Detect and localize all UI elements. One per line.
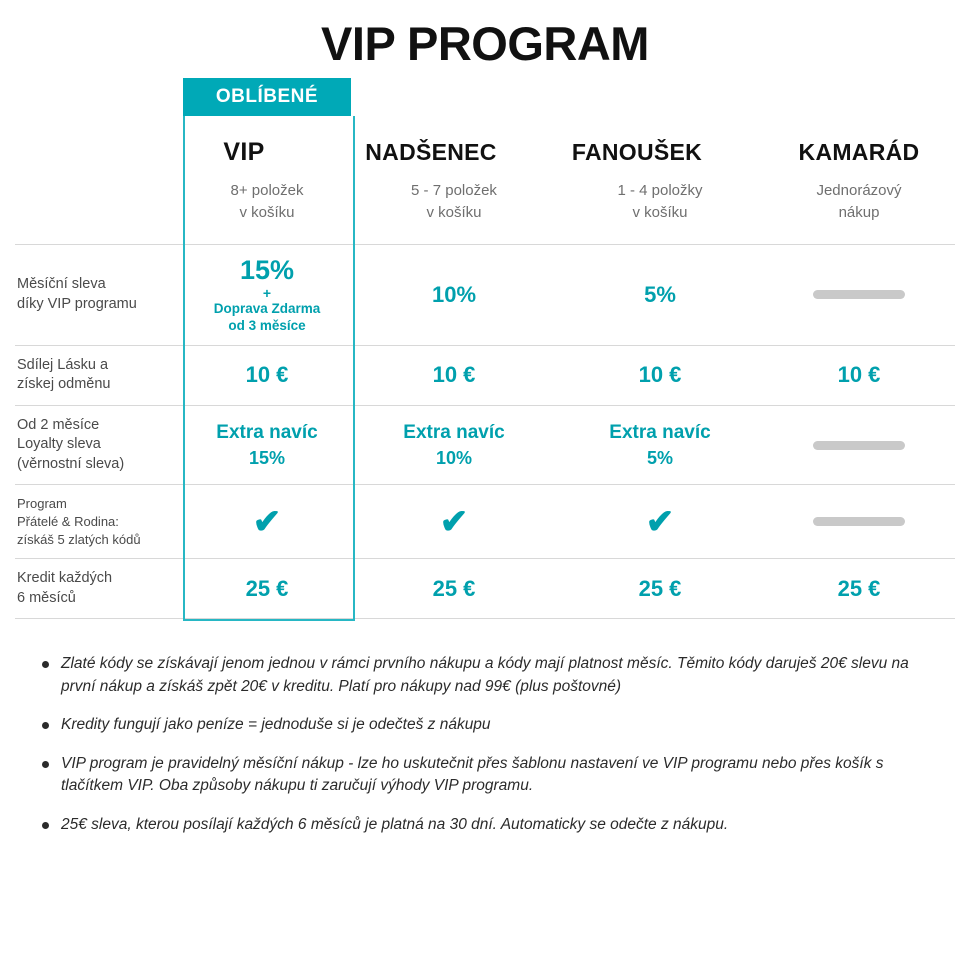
- not-available-dash-icon: [813, 517, 905, 526]
- notes-list: [30, 653, 940, 836]
- plan-header-nadšenec[interactable]: [351, 116, 557, 244]
- note-text: 25€ sleva, kterou posílají každých 6 měsíců je platná na 30 dní. Automaticky se odečte z nákupu.: [61, 815, 729, 833]
- value-cell: [351, 485, 557, 558]
- cell-value: 10 €: [245, 362, 289, 388]
- note-item: [42, 753, 940, 798]
- row-label: Program Přátelé & Rodina: získáš 5 zlatých kódů: [17, 496, 141, 547]
- bullet-icon: [42, 761, 49, 768]
- check-icon: ✔: [252, 502, 282, 541]
- value-cell: [557, 245, 763, 345]
- note-text: Zlaté kódy se získávají jenom jednou v rámci prvního nákupu a kódy mají platnost měsíc. Těmito kódy daruješ 20€ slevu na první nákup a získáš zpět 20€ v kreditu. Platí pro nákupy nad 99€ (plus poštovné): [61, 655, 909, 695]
- value-cell: [763, 559, 955, 618]
- bonus-line-2: od 3 měsíce: [228, 317, 306, 333]
- value-cell: [557, 485, 763, 558]
- page-title-text: VIP PROGRAM: [303, 17, 667, 70]
- cell-value: 25 €: [837, 575, 881, 601]
- note-item: [42, 714, 940, 736]
- extra-value: Extra navíc 5%: [609, 422, 711, 468]
- value-cell: [557, 559, 763, 618]
- cell-value: 10 €: [432, 362, 476, 388]
- value-cell: [183, 245, 351, 345]
- not-available-dash-icon: [813, 290, 905, 299]
- note-item: [42, 653, 940, 698]
- value-cell: [351, 346, 557, 405]
- value-cell: [557, 346, 763, 405]
- note-item: [42, 814, 940, 836]
- value-cell: [763, 245, 955, 345]
- cell-value: 10 €: [638, 362, 682, 388]
- plan-name: FANOUŠEK: [571, 138, 703, 165]
- row-label: Kredit každých 6 měsíců: [17, 570, 113, 606]
- not-available-dash-icon: [813, 441, 905, 450]
- value-cell: [183, 485, 351, 558]
- ribbon-spacer: [15, 78, 183, 116]
- value-cell: [183, 346, 351, 405]
- value-cell: [351, 245, 557, 345]
- page-title: [0, 16, 970, 71]
- plan-header-vip[interactable]: [183, 116, 351, 244]
- bullet-icon: [42, 822, 49, 829]
- popular-ribbon: OBLÍBENÉ: [183, 78, 351, 116]
- plan-name: VIP: [223, 137, 265, 166]
- value-cell: [763, 346, 955, 405]
- bullet-icon: [42, 661, 49, 668]
- plan-header-fanoušek[interactable]: [557, 116, 763, 244]
- row-divider: [15, 618, 955, 619]
- plan-subtitle: 5 - 7 položek v košíku: [411, 182, 497, 221]
- discount-value: 15%: [239, 254, 295, 285]
- cell-value: 25 €: [432, 575, 476, 601]
- row-label: Sdílej Lásku a získej odměnu: [17, 356, 111, 393]
- check-icon: ✔: [645, 502, 675, 541]
- header-empty-cell: [15, 116, 183, 244]
- ribbon-spacer: [763, 78, 955, 116]
- plan-subtitle: 1 - 4 položky v košíku: [617, 182, 703, 221]
- plan-subtitle: 8+ položek v košíku: [230, 182, 304, 221]
- plan-name: KAMARÁD: [798, 138, 920, 165]
- cell-value: 25 €: [638, 575, 682, 601]
- pricing-grid: [15, 78, 955, 619]
- plan-subtitle: Jednorázový nákup: [816, 182, 902, 221]
- plan-header-kamarád[interactable]: [763, 116, 955, 244]
- plan-name: NADŠENEC: [365, 138, 497, 165]
- value-cell: [183, 406, 351, 485]
- value-cell: [557, 406, 763, 485]
- extra-value: Extra navíc 10%: [403, 422, 505, 468]
- cell-value: 25 €: [245, 575, 289, 601]
- row-label: Měsíční sleva díky VIP programu: [17, 276, 137, 312]
- bonus-line-1: Doprava Zdarma: [213, 300, 321, 316]
- note-text: VIP program je pravidelný měsíční nákup - lze ho uskutečnit přes šablonu nastavení ve VIP programu nebo přes košík s tlačítkem VIP. Oba způsoby nákupu ti zaručují výhody VIP programu.: [61, 754, 884, 795]
- cell-value: 5%: [644, 281, 676, 307]
- plus-sign: +: [262, 284, 272, 301]
- value-cell: [351, 406, 557, 485]
- value-cell: [763, 406, 955, 485]
- pricing-table: [15, 78, 955, 619]
- ribbon-spacer: [351, 78, 557, 116]
- extra-value: Extra navíc 15%: [216, 422, 318, 468]
- page-header: [0, 0, 970, 78]
- row-label: Od 2 měsíce Loyalty sleva (věrnostní sleva): [17, 416, 125, 472]
- check-icon: ✔: [439, 502, 469, 541]
- value-cell: [183, 559, 351, 618]
- value-cell: [763, 485, 955, 558]
- value-cell: [351, 559, 557, 618]
- plan-badge-icon: V: [518, 143, 530, 160]
- cell-value: 10%: [431, 281, 477, 307]
- ribbon-cell: [183, 78, 351, 116]
- plan-badge-icon: V: [723, 143, 735, 160]
- note-text: Kredity fungují jako peníze = jednoduše si je odečteš z nákupu: [61, 716, 491, 734]
- plan-badge-icon: V: [286, 143, 297, 160]
- ribbon-spacer: [557, 78, 763, 116]
- cell-value: 10 €: [837, 362, 881, 388]
- bullet-icon: [42, 722, 49, 729]
